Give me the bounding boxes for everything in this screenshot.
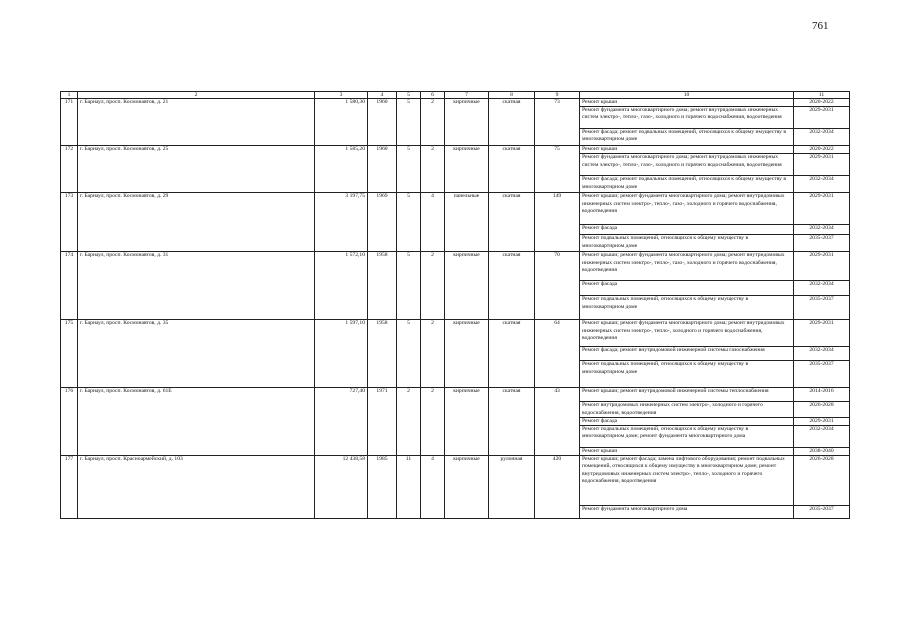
apartments-cell: 43: [535, 388, 580, 456]
column-number: 1: [61, 92, 78, 99]
capital-repair-table: [60, 91, 850, 519]
entrances-cell: 2: [421, 99, 445, 146]
work-period: 2026-2028: [794, 402, 850, 417]
row-number: 177: [61, 456, 78, 519]
work-period: 2029-2031: [794, 320, 850, 347]
floors-cell: 2: [397, 388, 421, 456]
work-period: 2032-2034: [794, 129, 850, 146]
column-number: 2: [78, 92, 315, 99]
column-number: 8: [489, 92, 535, 99]
walls-cell: кирпичные: [445, 146, 489, 193]
work-description: Ремонт крыши; ремонт внутридомовой инженерной системы теплоснабжения: [580, 388, 794, 402]
column-number: 3: [315, 92, 368, 99]
row-number: 172: [61, 146, 78, 193]
apartments-cell: 73: [535, 99, 580, 146]
table-row: [61, 252, 850, 281]
page-number: 761: [812, 20, 829, 32]
work-period: 2032-2034: [794, 225, 850, 235]
work-description: Ремонт фасада; ремонт подвальных помещений, относящихся к общему имуществу в многоквартирном доме: [580, 176, 794, 193]
work-description: Ремонт фасада: [580, 225, 794, 235]
work-period: 2029-2031: [794, 417, 850, 425]
column-number: 4: [368, 92, 397, 99]
work-period: 2035-2037: [794, 235, 850, 252]
work-period: 2026-2028: [794, 456, 850, 506]
work-period: 2020-2022: [794, 146, 850, 154]
work-description: Ремонт фасада; ремонт подвальных помещений, относящихся к общему имуществу в многоквартирном доме: [580, 129, 794, 146]
work-description: Ремонт крыши: [580, 99, 794, 107]
year-cell: 1960: [368, 146, 397, 193]
roof-cell: скатная: [489, 388, 535, 456]
address-cell: г. Барнаул, просп. Космонавтов, д. 25: [78, 146, 315, 193]
floors-cell: 5: [397, 193, 421, 252]
walls-cell: кирпичные: [445, 456, 489, 519]
year-cell: 1958: [368, 320, 397, 388]
roof-cell: скатная: [489, 252, 535, 320]
address-cell: г. Барнаул, просп. Космонавтов, д. 29: [78, 193, 315, 252]
walls-cell: кирпичные: [445, 320, 489, 388]
work-description: Ремонт крыши; ремонт фундамента многоквартирного дома; ремонт внутридомовых инженерных систем электро-, тепло-, газо-, холодного и горячего водоснабжения, водоотведения: [580, 252, 794, 281]
work-description: Ремонт подвальных помещений, относящихся к общему имуществу в многоквартирном доме; ремонт фундамента многоквартирного дома: [580, 426, 794, 448]
work-description: Ремонт подвальных помещений, относящихся к общему имуществу в многоквартирном доме: [580, 235, 794, 252]
work-period: 2032-2034: [794, 426, 850, 448]
floors-cell: 5: [397, 320, 421, 388]
floors-cell: 11: [397, 456, 421, 519]
table-row: [61, 146, 850, 154]
work-description: Ремонт подвальных помещений, относящихся к общему имуществу в многоквартирном доме: [580, 296, 794, 320]
apartments-cell: 149: [535, 193, 580, 252]
work-period: 2014-2016: [794, 388, 850, 402]
year-cell: 1969: [368, 193, 397, 252]
work-period: 2035-2037: [794, 506, 850, 519]
year-cell: 1985: [368, 456, 397, 519]
row-number: 174: [61, 252, 78, 320]
work-description: Ремонт крыши: [580, 146, 794, 154]
row-number: 173: [61, 193, 78, 252]
walls-cell: кирпичные: [445, 388, 489, 456]
work-description: Ремонт фасада; ремонт внутридомовой инженерной системы газоснабжения: [580, 347, 794, 361]
work-description: Ремонт фасада: [580, 281, 794, 296]
work-description: Ремонт крыши; ремонт фасада; замена лифтового оборудования; ремонт подвальных помещений, относящихся к общему имуществу в многоквартирном доме; ремонт внутридомовых инженерных систем электро-, тепло-, холодного и горячего водоснабжения, водоотведения: [580, 456, 794, 506]
area-cell: 1 580,30: [315, 99, 368, 146]
table-row: [61, 456, 850, 506]
walls-cell: кирпичные: [445, 252, 489, 320]
work-period: 2032-2034: [794, 281, 850, 296]
entrances-cell: 4: [421, 456, 445, 519]
area-cell: 727,40: [315, 388, 368, 456]
roof-cell: скатная: [489, 146, 535, 193]
work-description: Ремонт фундамента многоквартирного дома; ремонт внутридомовых инженерных систем электро-, тепло-, газо-, холодного и горячего водоснабжения, водоотведения: [580, 154, 794, 176]
roof-cell: рулонная: [489, 456, 535, 519]
roof-cell: скатная: [489, 99, 535, 146]
area-cell: 1 572,10: [315, 252, 368, 320]
work-description: Ремонт внутридомовых инженерных систем электро-, холодного и горячего водоснабжения, водоотведения: [580, 402, 794, 417]
column-number: 10: [580, 92, 794, 99]
roof-cell: скатная: [489, 193, 535, 252]
column-number: 11: [794, 92, 850, 99]
work-description: Ремонт фундамента многоквартирного дома; ремонт внутридомовых инженерных систем электро-, тепло-, газо-, холодного и горячего водоснабжения, водоотведения: [580, 107, 794, 129]
column-number: 9: [535, 92, 580, 99]
work-period: 2029-2031: [794, 154, 850, 176]
table-row: [61, 193, 850, 225]
column-number: 7: [445, 92, 489, 99]
entrances-cell: 4: [421, 193, 445, 252]
roof-cell: скатная: [489, 320, 535, 388]
floors-cell: 5: [397, 252, 421, 320]
entrances-cell: 2: [421, 146, 445, 193]
address-cell: г. Барнаул, просп. Космонавтов, д. 21: [78, 99, 315, 146]
work-period: 2029-2031: [794, 193, 850, 225]
address-cell: г. Барнаул, просп. Космонавтов, д. 61Е: [78, 388, 315, 456]
year-cell: 1958: [368, 252, 397, 320]
address-cell: г. Барнаул, просп. Космонавтов, д. 31: [78, 252, 315, 320]
column-number-row: [61, 92, 850, 99]
work-description: Ремонт крыши; ремонт фундамента многоквартирного дома; ремонт внутридомовых инженерных систем электро-, тепло-, газо-, холодного и горячего водоснабжения, водоотведения: [580, 193, 794, 225]
table-row: [61, 388, 850, 402]
entrances-cell: 2: [421, 252, 445, 320]
work-description: Ремонт крыши: [580, 448, 794, 456]
work-period: 2020-2022: [794, 99, 850, 107]
apartments-cell: 75: [535, 146, 580, 193]
area-cell: 3 197,75: [315, 193, 368, 252]
floors-cell: 5: [397, 146, 421, 193]
apartments-cell: 420: [535, 456, 580, 519]
year-cell: 1960: [368, 99, 397, 146]
address-cell: г. Барнаул, просп. Космонавтов, д. 35: [78, 320, 315, 388]
apartments-cell: 70: [535, 252, 580, 320]
apartments-cell: 64: [535, 320, 580, 388]
work-period: 2035-2037: [794, 296, 850, 320]
work-period: 2032-2034: [794, 347, 850, 361]
walls-cell: кирпичные: [445, 99, 489, 146]
row-number: 171: [61, 99, 78, 146]
work-period: 2038-2040: [794, 448, 850, 456]
area-cell: 1 585,20: [315, 146, 368, 193]
work-description: Ремонт подвальных помещений, относящихся к общему имуществу в многоквартирном доме: [580, 361, 794, 388]
work-period: 2032-2034: [794, 176, 850, 193]
column-number: 6: [421, 92, 445, 99]
row-number: 175: [61, 320, 78, 388]
work-period: 2035-2037: [794, 361, 850, 388]
table-row: [61, 320, 850, 347]
year-cell: 1971: [368, 388, 397, 456]
area-cell: 12 438,58: [315, 456, 368, 519]
walls-cell: панельные: [445, 193, 489, 252]
address-cell: г. Барнаул, просп. Красноармейский, д. 103: [78, 456, 315, 519]
entrances-cell: 2: [421, 320, 445, 388]
floors-cell: 5: [397, 99, 421, 146]
work-description: Ремонт фундамента многоквартирного дома: [580, 506, 794, 519]
area-cell: 1 597,10: [315, 320, 368, 388]
work-period: 2029-2031: [794, 252, 850, 281]
column-number: 5: [397, 92, 421, 99]
work-description: Ремонт крыши; ремонт фундамента многоквартирного дома; ремонт внутридомовых инженерных систем электро-, тепло-, холодного и горячего водоснабжения, водоотведения: [580, 320, 794, 347]
work-description: Ремонт фасада: [580, 417, 794, 425]
work-period: 2029-2031: [794, 107, 850, 129]
entrances-cell: 2: [421, 388, 445, 456]
table-row: [61, 99, 850, 107]
row-number: 176: [61, 388, 78, 456]
